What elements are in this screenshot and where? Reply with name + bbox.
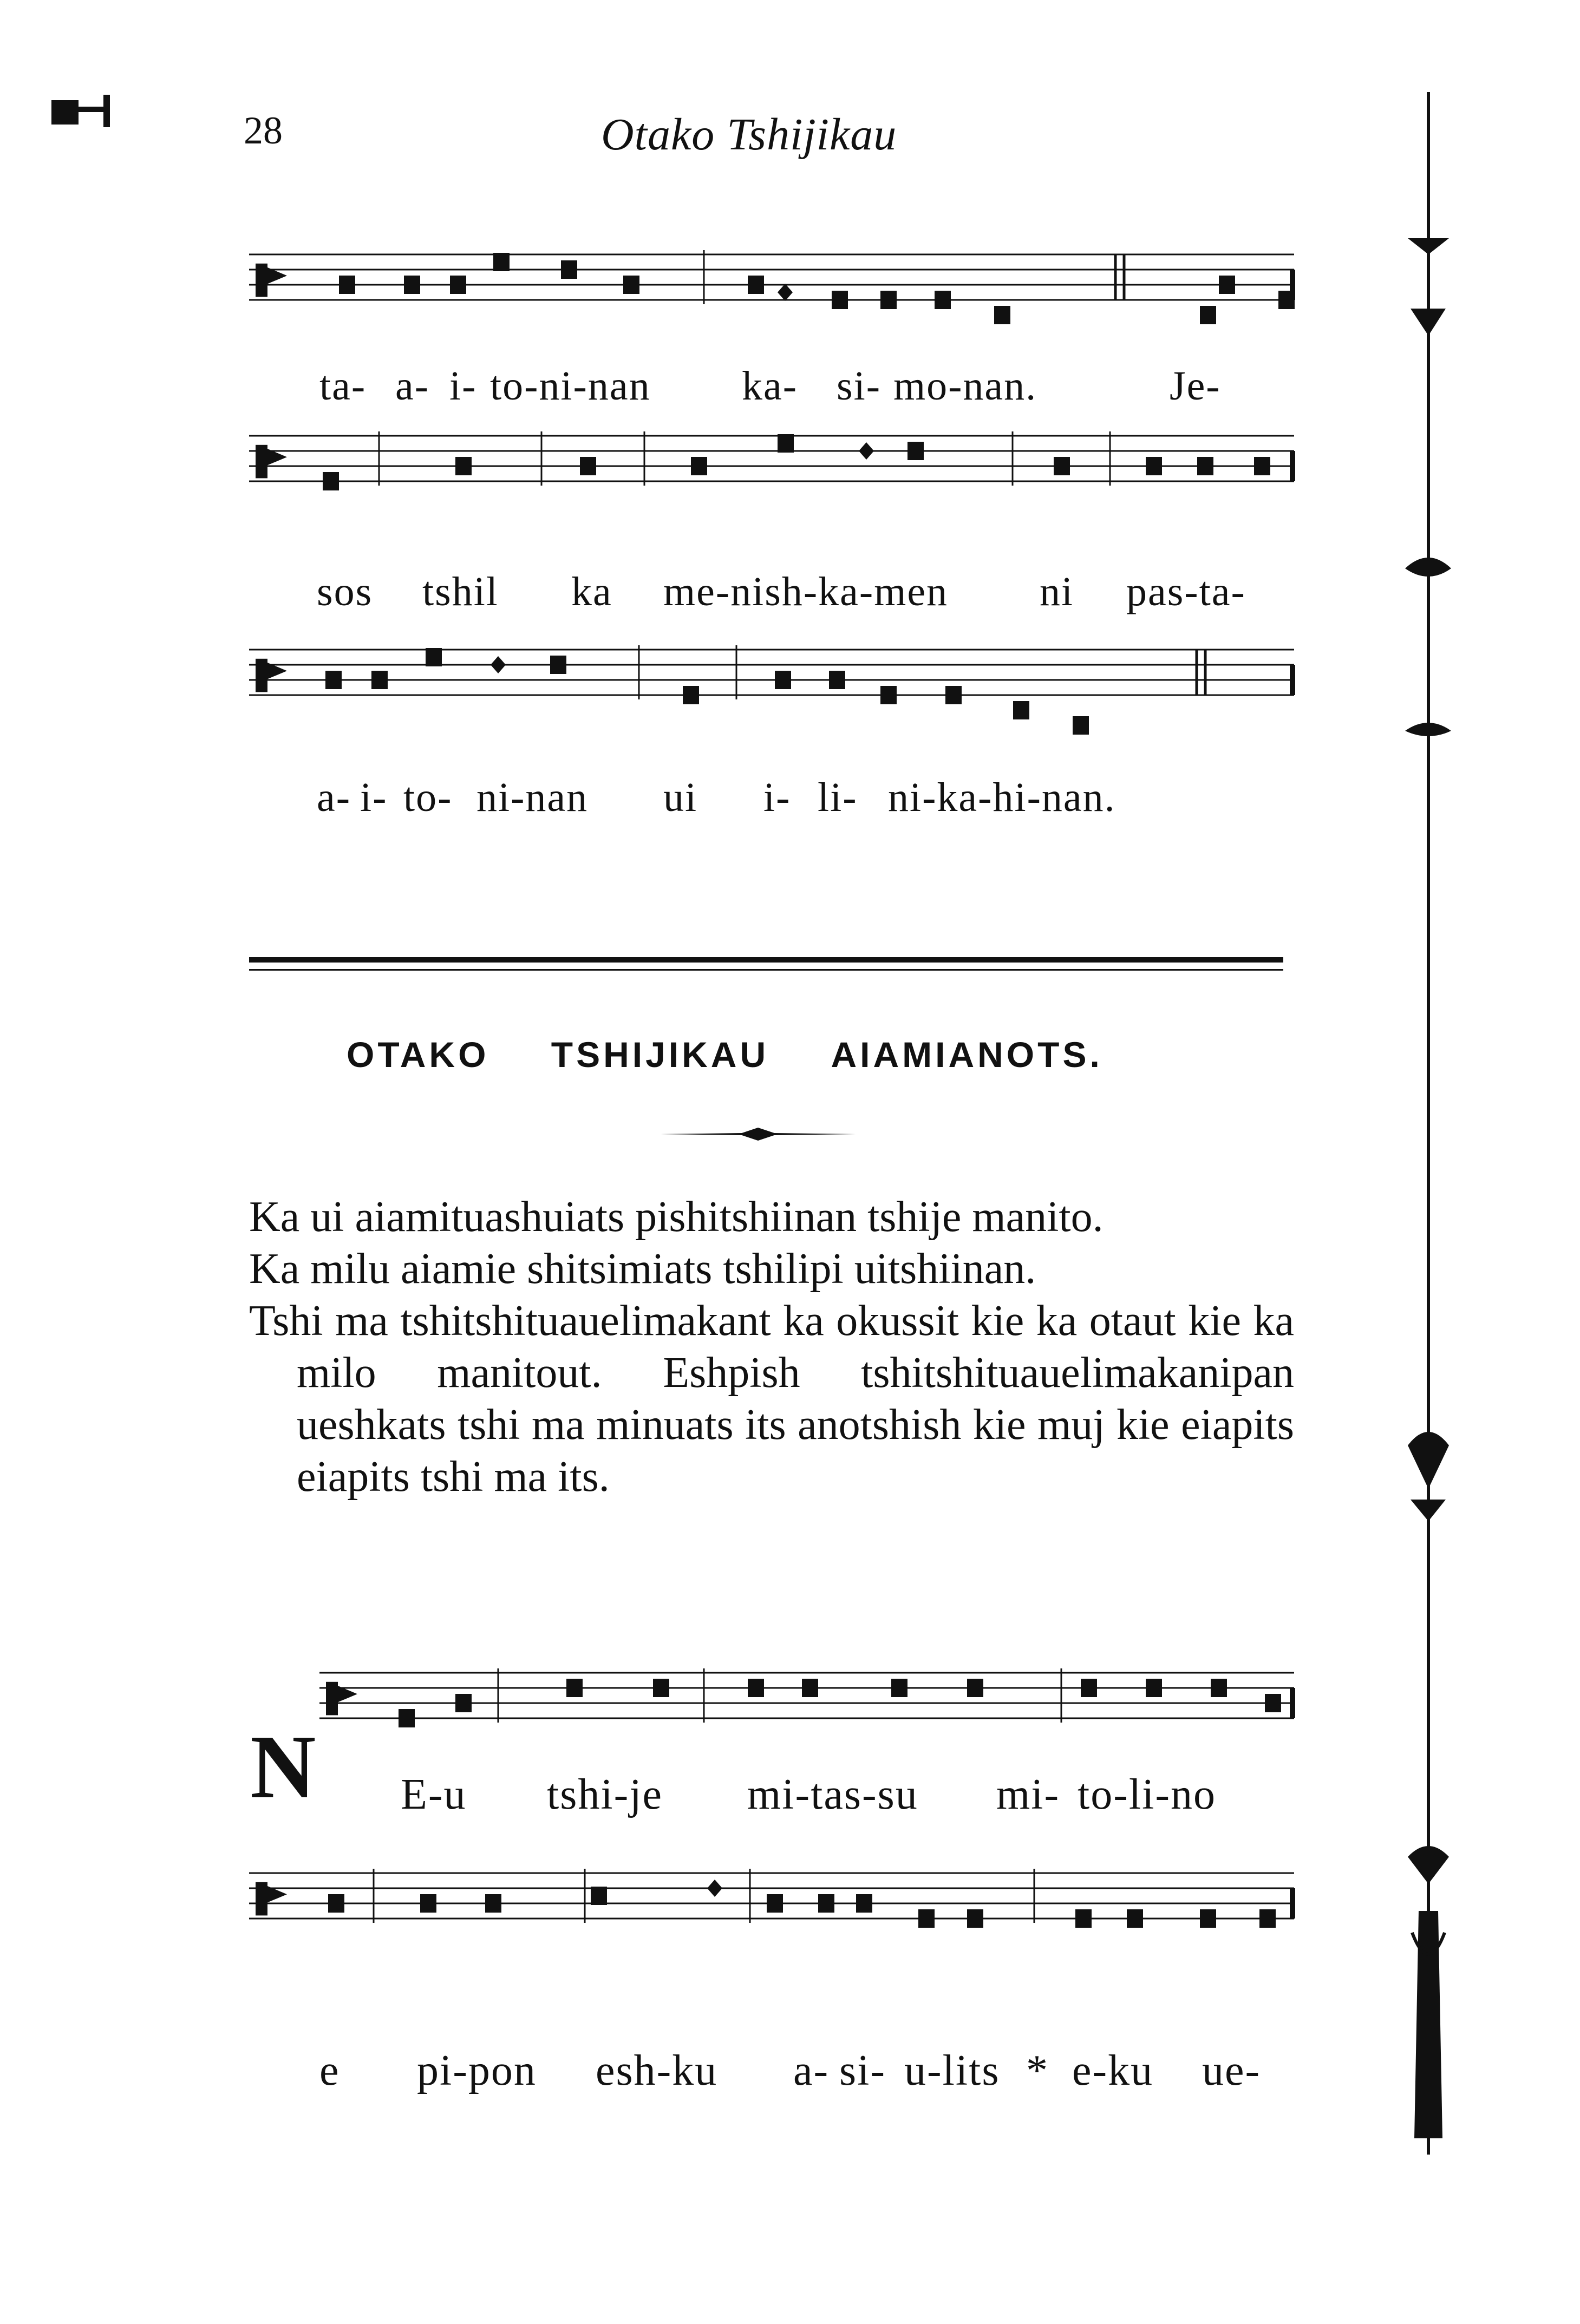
- syllable: pi-pon: [417, 2047, 537, 2094]
- neume-note: [653, 1679, 669, 1697]
- title-word: AIAMIANOTS.: [831, 1035, 1103, 1075]
- syllable: u-lits: [904, 2047, 1000, 2094]
- neume-note: [802, 1679, 818, 1697]
- neume-note: [1146, 1679, 1162, 1697]
- neume-note: [918, 1909, 935, 1928]
- prayer-text: [249, 1191, 1294, 1503]
- neume-note: [1013, 701, 1029, 719]
- section-rule-thin: [249, 969, 1283, 971]
- ornament-divider-icon: [661, 1123, 856, 1145]
- syllable: sos: [317, 569, 373, 614]
- neume-note: [775, 671, 791, 689]
- syllable: E-u: [401, 1771, 467, 1818]
- syllable: *: [1026, 2047, 1049, 2094]
- syllable: i-: [449, 363, 477, 409]
- neume-note: [748, 1679, 764, 1697]
- running-title: Otako Tshijikau: [601, 109, 897, 160]
- neume-diamond: [778, 284, 793, 301]
- neume-note: [945, 686, 962, 704]
- syllable: i-: [360, 775, 388, 820]
- neume-diamond: [859, 442, 874, 460]
- neume-note: [880, 686, 897, 704]
- neume-note: [832, 291, 848, 309]
- syllable: li-: [818, 775, 858, 820]
- syllable: tshi-je: [547, 1771, 663, 1818]
- neume-note: [325, 671, 342, 689]
- prayer-line: Ka milu aiamie shitsimiats tshilipi uitshiinan.: [249, 1245, 1036, 1293]
- syllable: ui: [663, 775, 698, 820]
- syllable: tshil: [422, 569, 499, 614]
- neume-note: [1211, 1679, 1227, 1697]
- title-word: OTAKO: [347, 1035, 489, 1075]
- neume-note: [1200, 1909, 1216, 1928]
- neume-note: [1054, 457, 1070, 475]
- custos-mark: [1290, 451, 1295, 481]
- syllable: to-ni-nan: [490, 363, 651, 409]
- neume-note: [818, 1894, 834, 1913]
- title-word: TSHIJIKAU: [551, 1035, 769, 1075]
- syllable: me-nish-ka-men: [663, 569, 949, 614]
- neume-note: [339, 276, 355, 294]
- neume-note: [748, 276, 764, 294]
- syllable: ue-: [1202, 2047, 1261, 2094]
- neume-note: [994, 306, 1010, 324]
- neume-diamond: [707, 1880, 722, 1897]
- neume-note: [580, 457, 596, 475]
- neume-note: [1073, 716, 1089, 735]
- neume-note: [371, 671, 388, 689]
- neume-note: [856, 1894, 872, 1913]
- custos-mark: [1290, 1888, 1295, 1919]
- neume-diamond: [491, 656, 506, 673]
- syllable: e: [319, 2047, 340, 2094]
- syllable: to-li-no: [1078, 1771, 1216, 1818]
- syllable: ni: [1040, 569, 1074, 614]
- neume-note: [455, 1694, 472, 1712]
- syllable: Je-: [1170, 363, 1221, 409]
- neume-note: [967, 1679, 983, 1697]
- neume-note: [691, 457, 707, 475]
- syllable: ta-: [319, 363, 367, 409]
- neume-note: [455, 457, 472, 475]
- prayer-line: Ka ui aiamituashuiats pishitshiinan tshije manito.: [249, 1193, 1104, 1241]
- neume-note: [935, 291, 951, 309]
- syllable: si-: [839, 2047, 886, 2094]
- neume-note: [1259, 1909, 1276, 1928]
- custos-mark: [1290, 665, 1295, 695]
- custos-mark: [1290, 1688, 1295, 1718]
- custos-mark: [1290, 270, 1295, 300]
- neume-note: [566, 1679, 583, 1697]
- syllable: to-: [403, 775, 453, 820]
- syllable: ka-: [742, 363, 798, 409]
- syllable: a-: [395, 363, 430, 409]
- section-rule: [249, 957, 1283, 963]
- neume-note: [623, 276, 639, 294]
- neume-note: [493, 253, 510, 271]
- section-title: [347, 1034, 1103, 1075]
- neume-note: [328, 1894, 344, 1913]
- neume-note: [1265, 1694, 1281, 1712]
- neume-note: [683, 686, 699, 704]
- neume-note: [399, 1709, 415, 1727]
- syllable: a-: [793, 2047, 830, 2094]
- neume-note: [891, 1679, 907, 1697]
- syllable: mi-: [996, 1771, 1060, 1818]
- syllable: si-: [837, 363, 881, 409]
- neume-note: [1254, 457, 1270, 475]
- neume-note: [1200, 306, 1216, 324]
- neume-note: [426, 648, 442, 666]
- neume-note: [829, 671, 845, 689]
- neume-note: [767, 1894, 783, 1913]
- syllable: mo-nan.: [893, 363, 1037, 409]
- neume-note: [404, 276, 420, 294]
- neume-note: [485, 1894, 501, 1913]
- neume-note: [550, 656, 566, 674]
- neume-note: [1081, 1679, 1097, 1697]
- syllable: ni-nan: [476, 775, 589, 820]
- syllable: ni-ka-hi-nan.: [888, 775, 1116, 820]
- syllable: mi-tas-su: [747, 1771, 918, 1818]
- page-number: 28: [244, 109, 283, 152]
- neume-note: [1146, 457, 1162, 475]
- neume-note: [1197, 457, 1213, 475]
- neume-note: [1075, 1909, 1092, 1928]
- margin-ornament-vine: [1397, 81, 1462, 2165]
- syllable: ka: [571, 569, 612, 614]
- syllable: i-: [763, 775, 791, 820]
- neume-note: [967, 1909, 983, 1928]
- neume-note: [1127, 1909, 1143, 1928]
- syllable: a-: [317, 775, 351, 820]
- drop-initial: N: [250, 1717, 316, 1817]
- neume-note: [880, 291, 897, 309]
- neume-note: [591, 1887, 607, 1905]
- neume-note: [778, 434, 794, 453]
- neume-note: [561, 260, 577, 279]
- prayer-line: Tshi ma tshitshituauelimakant ka okussit kie ka otaut kie ka milo manitout. Eshpish tshitshituauelimakanipan ueshkats tshi ma minuats its anotshish kie muj kie eiapits eiapits tshi ma its.: [249, 1297, 1294, 1501]
- neume-note: [420, 1894, 436, 1913]
- neume-note: [450, 276, 466, 294]
- syllable: pas-ta-: [1126, 569, 1246, 614]
- neume-note: [1219, 276, 1235, 294]
- syllable: e-ku: [1072, 2047, 1154, 2094]
- neume-note: [907, 442, 924, 460]
- syllable: esh-ku: [596, 2047, 718, 2094]
- neume-note: [323, 472, 339, 490]
